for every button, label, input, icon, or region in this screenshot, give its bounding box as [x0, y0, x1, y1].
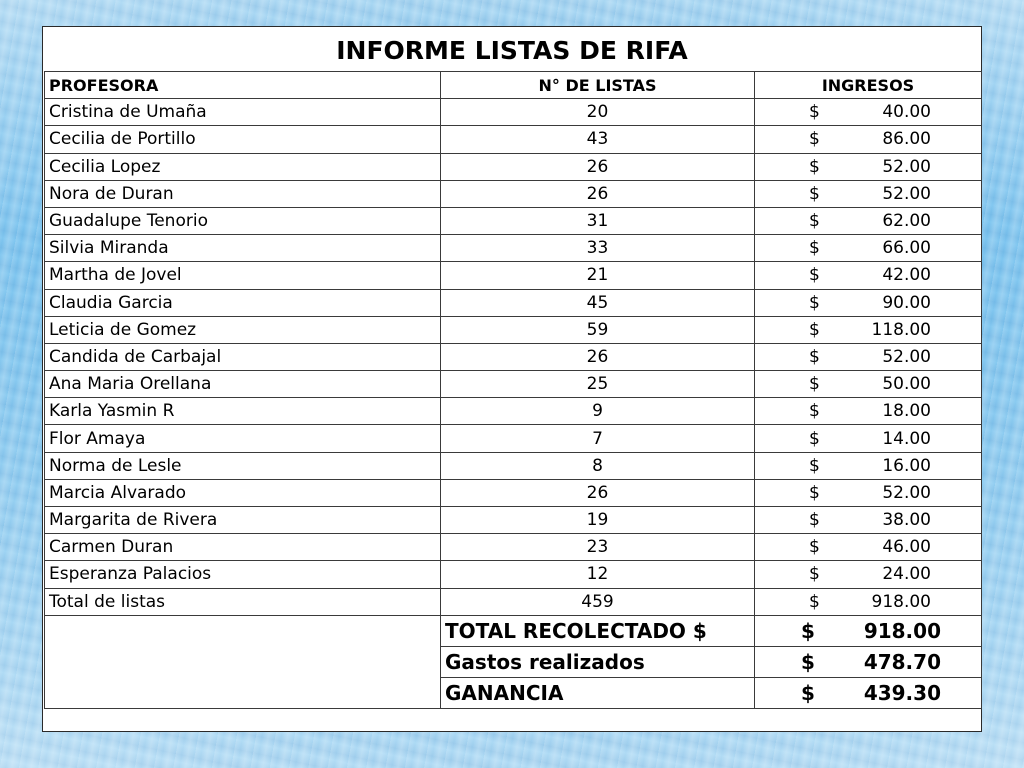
- summary-amount: [755, 646, 982, 677]
- total-row: [45, 588, 982, 615]
- summary-body: [45, 615, 982, 708]
- profesora-cell: Norma de Lesle: [45, 452, 441, 479]
- currency-symbol: $: [809, 346, 820, 367]
- currency-symbol: $: [809, 428, 820, 449]
- currency-symbol: $: [809, 292, 820, 313]
- amount-value: 52.00: [882, 482, 931, 503]
- listas-cell: 23: [441, 534, 755, 561]
- profesora-cell: Martha de Jovel: [45, 262, 441, 289]
- listas-cell: 459: [441, 588, 755, 615]
- table-row: [45, 561, 982, 588]
- amount-value: 52.00: [882, 346, 931, 367]
- currency-symbol: $: [809, 183, 820, 204]
- amount-value: 14.00: [882, 428, 931, 449]
- ingresos-cell: [755, 479, 982, 506]
- listas-cell: 19: [441, 507, 755, 534]
- ingresos-cell: [755, 289, 982, 316]
- summary-label: Gastos realizados: [441, 646, 755, 677]
- listas-cell: 12: [441, 561, 755, 588]
- profesora-cell: Ana Maria Orellana: [45, 371, 441, 398]
- currency-symbol: $: [809, 129, 820, 150]
- summary-label: GANANCIA: [441, 677, 755, 708]
- header-listas: N° DE LISTAS: [441, 72, 755, 99]
- table-row: [45, 452, 982, 479]
- amount-value: 66.00: [882, 238, 931, 259]
- currency-symbol: $: [809, 510, 820, 531]
- table-row: [45, 316, 982, 343]
- profesora-cell: Total de listas: [45, 588, 441, 615]
- summary-label: TOTAL RECOLECTADO $: [441, 615, 755, 646]
- amount-value: 40.00: [882, 102, 931, 123]
- profesora-cell: Candida de Carbajal: [45, 343, 441, 370]
- table-row: [45, 343, 982, 370]
- ingresos-cell: [755, 99, 982, 126]
- currency-symbol: $: [809, 591, 820, 612]
- table-row: [45, 235, 982, 262]
- ingresos-cell: [755, 126, 982, 153]
- amount-value: 918.00: [871, 591, 931, 612]
- ingresos-cell: [755, 425, 982, 452]
- listas-cell: 26: [441, 153, 755, 180]
- table-row: [45, 207, 982, 234]
- amount-value: 439.30: [863, 680, 941, 705]
- profesora-cell: Leticia de Gomez: [45, 316, 441, 343]
- currency-symbol: $: [809, 537, 820, 558]
- table-row: [45, 180, 982, 207]
- table-row: [45, 398, 982, 425]
- amount-value: 90.00: [882, 292, 931, 313]
- amount-value: 18.00: [882, 401, 931, 422]
- amount-value: 118.00: [871, 319, 931, 340]
- table-row: [45, 425, 982, 452]
- raffle-report-table: [44, 71, 982, 709]
- table-row: [45, 507, 982, 534]
- profesora-cell: Guadalupe Tenorio: [45, 207, 441, 234]
- amount-value: 38.00: [882, 510, 931, 531]
- ingresos-cell: [755, 153, 982, 180]
- ingresos-cell: [755, 534, 982, 561]
- amount-value: 24.00: [882, 564, 931, 585]
- table-row: [45, 153, 982, 180]
- listas-cell: 20: [441, 99, 755, 126]
- header-ingresos: INGRESOS: [755, 72, 982, 99]
- ingresos-cell: [755, 343, 982, 370]
- listas-cell: 31: [441, 207, 755, 234]
- table-row: [45, 479, 982, 506]
- table-row: [45, 371, 982, 398]
- profesora-cell: Flor Amaya: [45, 425, 441, 452]
- table-row: [45, 534, 982, 561]
- currency-symbol: $: [809, 238, 820, 259]
- ingresos-cell: [755, 452, 982, 479]
- ingresos-cell: [755, 371, 982, 398]
- report-title: INFORME LISTAS DE RIFA: [336, 36, 688, 65]
- listas-cell: 59: [441, 316, 755, 343]
- listas-cell: 7: [441, 425, 755, 452]
- profesora-cell: Cecilia Lopez: [45, 153, 441, 180]
- currency-symbol: $: [809, 102, 820, 123]
- amount-value: 42.00: [882, 265, 931, 286]
- amount-value: 478.70: [863, 649, 941, 674]
- profesora-cell: Nora de Duran: [45, 180, 441, 207]
- ingresos-cell: [755, 207, 982, 234]
- ingresos-cell: [755, 180, 982, 207]
- listas-cell: 26: [441, 343, 755, 370]
- profesora-cell: Cristina de Umaña: [45, 99, 441, 126]
- amount-value: 62.00: [882, 211, 931, 232]
- listas-cell: 25: [441, 371, 755, 398]
- currency-symbol: $: [809, 211, 820, 232]
- table-row: [45, 289, 982, 316]
- ingresos-cell: [755, 398, 982, 425]
- report-sheet: [42, 26, 982, 732]
- summary-amount: [755, 677, 982, 708]
- currency-symbol: $: [801, 680, 815, 705]
- currency-symbol: $: [809, 401, 820, 422]
- summary-row: [45, 615, 982, 646]
- header-profesora: PROFESORA: [45, 72, 441, 99]
- amount-value: 16.00: [882, 455, 931, 476]
- currency-symbol: $: [809, 156, 820, 177]
- header-row: [45, 72, 982, 99]
- ingresos-cell: [755, 262, 982, 289]
- table-row: [45, 126, 982, 153]
- summary-blank-cell: [45, 615, 441, 708]
- currency-symbol: $: [801, 618, 815, 643]
- currency-symbol: $: [809, 455, 820, 476]
- currency-symbol: $: [809, 564, 820, 585]
- amount-value: 86.00: [882, 129, 931, 150]
- table-body: [45, 99, 982, 616]
- currency-symbol: $: [809, 265, 820, 286]
- currency-symbol: $: [801, 649, 815, 674]
- amount-value: 52.00: [882, 156, 931, 177]
- amount-value: 46.00: [882, 537, 931, 558]
- ingresos-cell: [755, 316, 982, 343]
- ingresos-cell: [755, 507, 982, 534]
- profesora-cell: Marcia Alvarado: [45, 479, 441, 506]
- currency-symbol: $: [809, 319, 820, 340]
- currency-symbol: $: [809, 482, 820, 503]
- amount-value: 50.00: [882, 374, 931, 395]
- profesora-cell: Carmen Duran: [45, 534, 441, 561]
- profesora-cell: Cecilia de Portillo: [45, 126, 441, 153]
- profesora-cell: Karla Yasmin R: [45, 398, 441, 425]
- ingresos-cell: [755, 235, 982, 262]
- table-row: [45, 99, 982, 126]
- profesora-cell: Silvia Miranda: [45, 235, 441, 262]
- listas-cell: 43: [441, 126, 755, 153]
- listas-cell: 45: [441, 289, 755, 316]
- listas-cell: 9: [441, 398, 755, 425]
- listas-cell: 33: [441, 235, 755, 262]
- table-row: [45, 262, 982, 289]
- amount-value: 918.00: [863, 618, 941, 643]
- listas-cell: 26: [441, 479, 755, 506]
- profesora-cell: Esperanza Palacios: [45, 561, 441, 588]
- profesora-cell: Claudia Garcia: [45, 289, 441, 316]
- profesora-cell: Margarita de Rivera: [45, 507, 441, 534]
- ingresos-cell: [755, 561, 982, 588]
- amount-value: 52.00: [882, 183, 931, 204]
- summary-amount: [755, 615, 982, 646]
- currency-symbol: $: [809, 374, 820, 395]
- listas-cell: 8: [441, 452, 755, 479]
- listas-cell: 26: [441, 180, 755, 207]
- ingresos-cell: [755, 588, 982, 615]
- listas-cell: 21: [441, 262, 755, 289]
